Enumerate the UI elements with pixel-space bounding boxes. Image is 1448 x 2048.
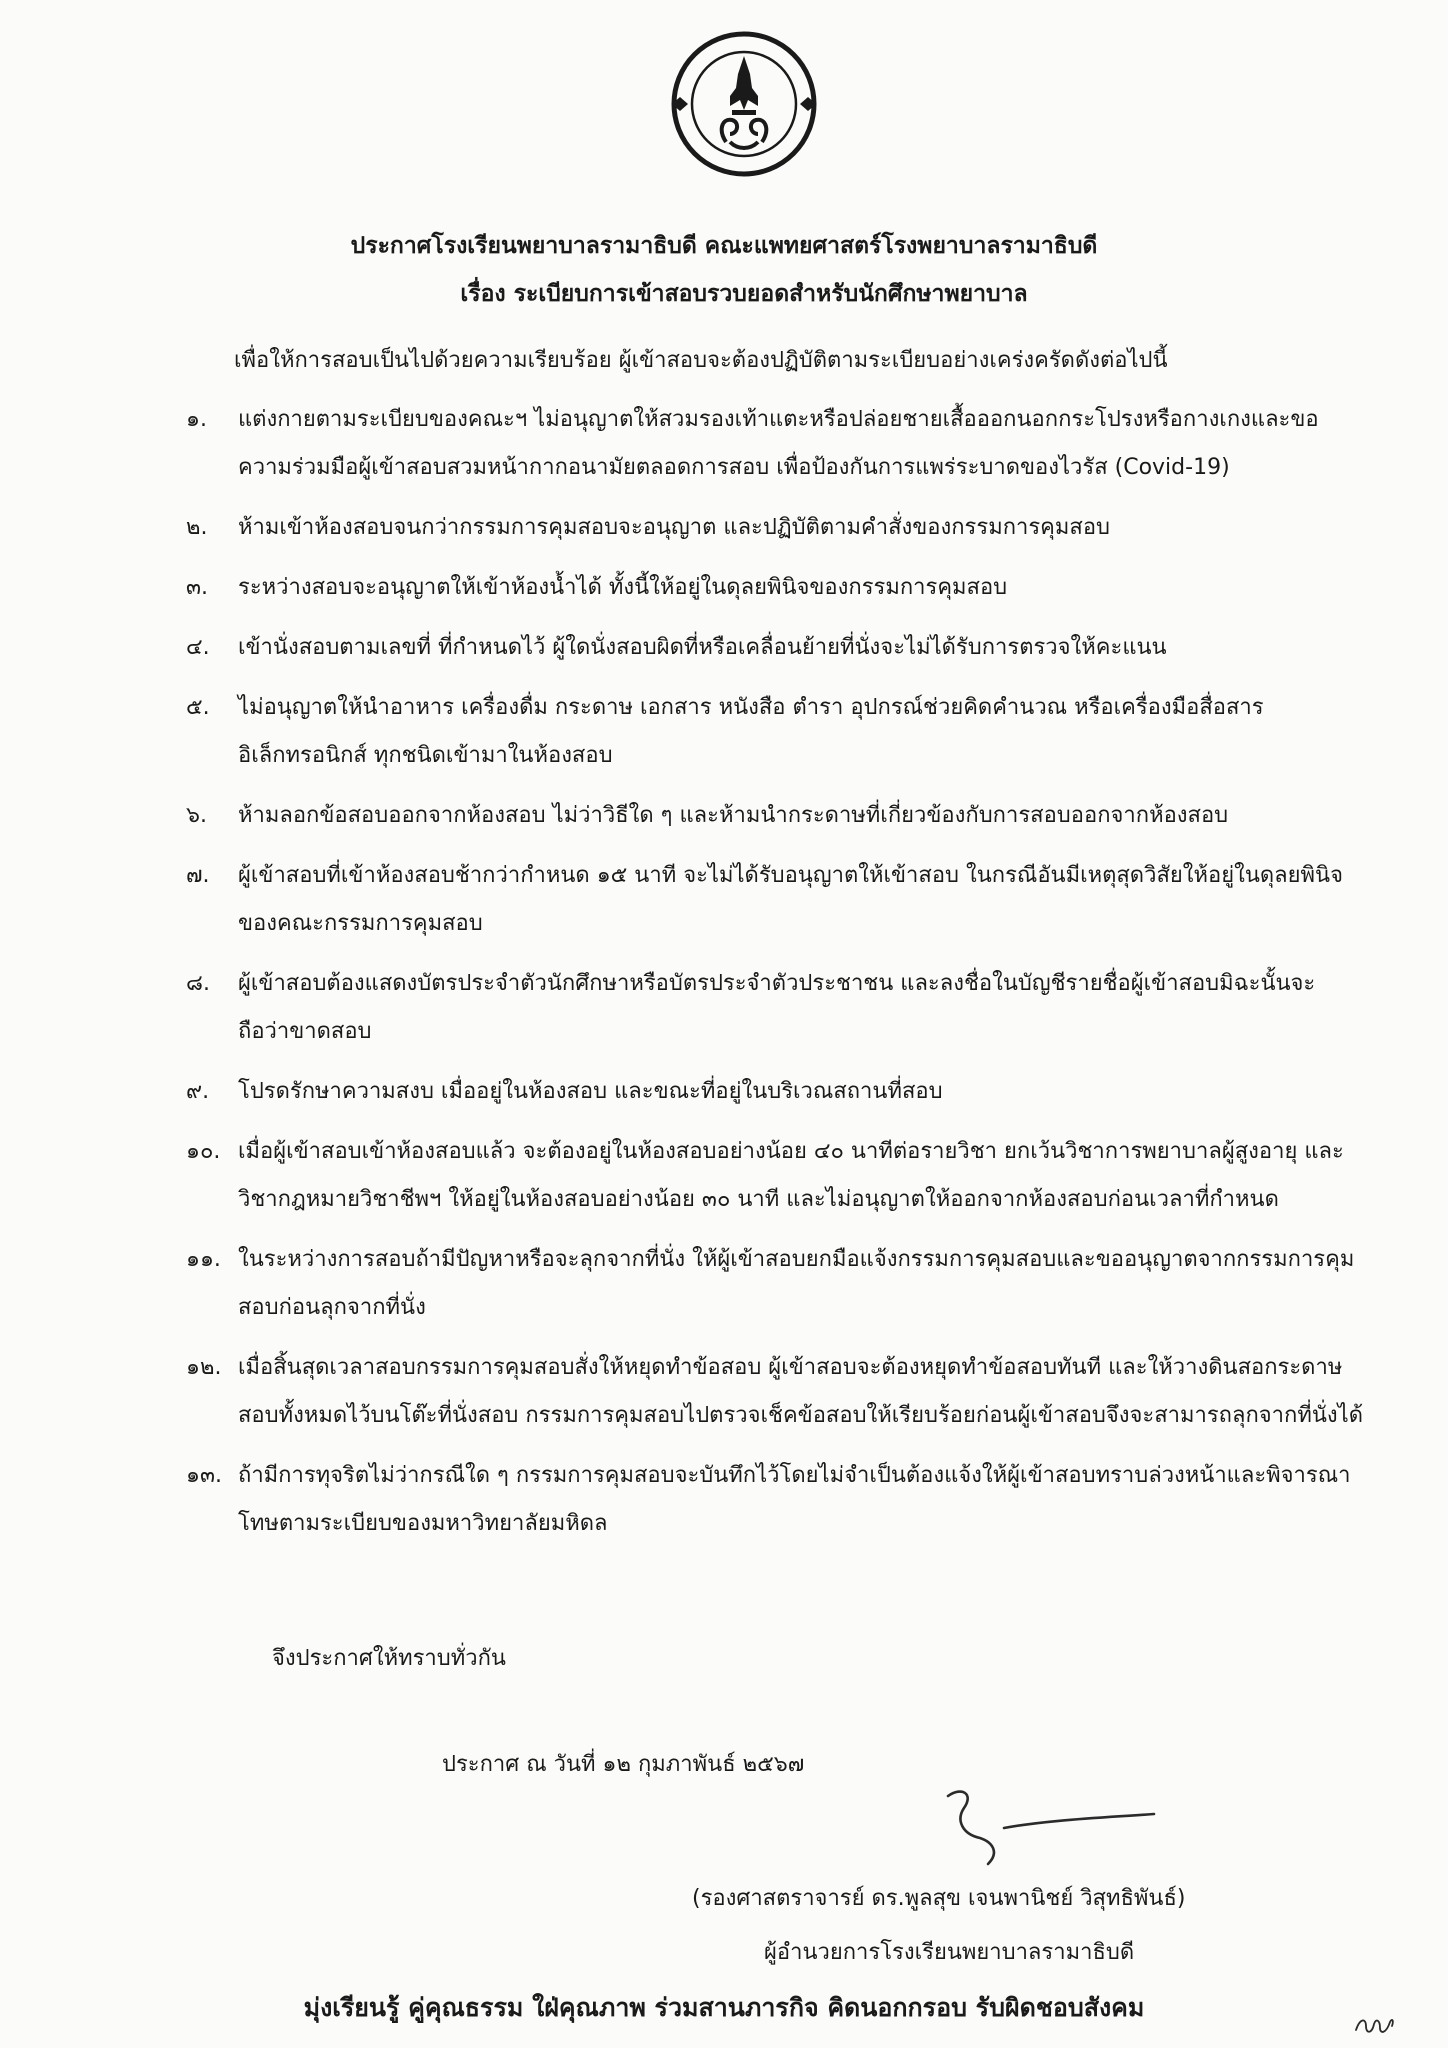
- rule-text: ถ้ามีการทุจริตไม่ว่ากรณีใด ๆ กรรมการคุมสอบจะบันทึกไว้โดยไม่จำเป็นต้องแจ้งให้ผู้เข้าสอบทราบล่วงหน้าและพิจารณาโทษตามระเบียบของมหาวิทยาลัยมหิดล: [238, 1463, 1351, 1536]
- rule-item: [186, 1236, 1366, 1332]
- rules-list: [186, 396, 1366, 1560]
- rule-number: ๔.: [186, 635, 210, 660]
- rule-text: ผู้เข้าสอบที่เข้าห้องสอบช้ากว่ากำหนด ๑๕ นาที จะไม่ได้รับอนุญาตให้เข้าสอบ ในกรณีอันมีเหตุสุดวิสัยให้อยู่ในดุลยพินิจของคณะกรรมการคุมสอบ: [238, 863, 1343, 936]
- school-motto: มุ่งเรียนรู้ คู่คุณธรรม ใฝ่คุณภาพ ร่วมสานภารกิจ คิดนอกกรอบ รับผิดชอบสังคม: [303, 1993, 1145, 2022]
- rule-text: เมื่อผู้เข้าสอบเข้าห้องสอบแล้ว จะต้องอยู่ในห้องสอบอย่างน้อย ๔๐ นาทีต่อรายวิชา ยกเว้นวิชาการพยาบาลผู้สูงอายุ และวิชากฎหมายวิชาชีพฯ ให้อยู่ในห้องสอบอย่างน้อย ๓๐ นาที และไม่อนุญาตให้ออกจากห้องสอบก่อนเวลาที่กำหนด: [238, 1139, 1344, 1212]
- signer-name: (รองศาสตราจารย์ ดร.พูลสุข เจนพานิชย์ วิสุทธิพันธ์): [692, 1886, 1186, 1911]
- rule-item: [186, 1128, 1366, 1224]
- rule-text: ห้ามเข้าห้องสอบจนกว่ากรรมการคุมสอบจะอนุญาต และปฏิบัติตามคำสั่งของกรรมการคุมสอบ: [238, 515, 1111, 540]
- rule-number: ๒.: [186, 515, 208, 540]
- rule-number: ๑.: [186, 407, 207, 432]
- heading-subject: เรื่อง ระเบียบการเข้าสอบรวบยอดสำหรับนักศึกษาพยาบาล: [460, 281, 1028, 307]
- rule-number: ๕.: [186, 695, 210, 720]
- intro-paragraph: เพื่อให้การสอบเป็นไปด้วยความเรียบร้อย ผู้เข้าสอบจะต้องปฏิบัติตามระเบียบอย่างเคร่งครัดดังต่อไปนี้: [234, 348, 1168, 373]
- rule-text: ระหว่างสอบจะอนุญาตให้เข้าห้องน้ำได้ ทั้งนี้ให้อยู่ในดุลยพินิจของกรรมการคุมสอบ: [238, 575, 1008, 600]
- rule-number: ๑๐.: [186, 1139, 221, 1164]
- announcement-heading: [0, 222, 1448, 318]
- rule-item: [186, 1452, 1366, 1548]
- signer-title: ผู้อำนวยการโรงเรียนพยาบาลรามาธิบดี: [764, 1940, 1135, 1965]
- handwritten-initials-icon: [1352, 2010, 1396, 2040]
- announcement-date: ประกาศ ณ วันที่ ๑๒ กุมภาพันธ์ ๒๕๖๗: [442, 1752, 805, 1777]
- rule-text: แต่งกายตามระเบียบของคณะฯ ไม่อนุญาตให้สวมรองเท้าแตะหรือปล่อยชายเสื้อออกนอกกระโปรงหรือกางเกงและขอความร่วมมือผู้เข้าสอบสวมหน้ากากอนามัยตลอดการสอบ เพื่อป้องกันการแพร่ระบาดของไวรัส (Covid-19): [238, 407, 1319, 480]
- university-seal-icon: [670, 30, 818, 178]
- rule-text: เข้านั่งสอบตามเลขที่ ที่กำหนดไว้ ผู้ใดนั่งสอบผิดที่หรือเคลื่อนย้ายที่นั่งจะไม่ได้รับการตรวจให้คะแนน: [238, 635, 1167, 660]
- rule-number: ๓.: [186, 575, 209, 600]
- rule-item: [186, 852, 1366, 948]
- rule-item: [186, 396, 1366, 492]
- rule-number: ๑๓.: [186, 1463, 222, 1488]
- rule-item: [186, 792, 1366, 840]
- rule-number: ๘.: [186, 971, 210, 996]
- rule-text: โปรดรักษาความสงบ เมื่ออยู่ในห้องสอบ และขณะที่อยู่ในบริเวณสถานที่สอบ: [238, 1079, 943, 1104]
- rule-item: [186, 624, 1366, 672]
- rule-text: ผู้เข้าสอบต้องแสดงบัตรประจำตัวนักศึกษาหรือบัตรประจำตัวประชาชน และลงชื่อในบัญชีรายชื่อผู้เข้าสอบมิฉะนั้นจะถือว่าขาดสอบ: [238, 971, 1316, 1044]
- rule-item: [186, 1344, 1366, 1440]
- heading-title: ประกาศโรงเรียนพยาบาลรามาธิบดี คณะแพทยศาสตร์โรงพยาบาลรามาธิบดี: [350, 233, 1098, 259]
- closing-statement: จึงประกาศให้ทราบทั่วกัน: [272, 1646, 506, 1671]
- rule-text: ในระหว่างการสอบถ้ามีปัญหาหรือจะลุกจากที่นั่ง ให้ผู้เข้าสอบยกมือแจ้งกรรมการคุมสอบและขออนุญาตจากกรรมการคุมสอบก่อนลุกจากที่นั่ง: [238, 1247, 1355, 1320]
- rule-number: ๙.: [186, 1079, 210, 1104]
- rule-item: [186, 684, 1366, 780]
- handwritten-signature-icon: [918, 1768, 1158, 1878]
- rule-text: ห้ามลอกข้อสอบออกจากห้องสอบ ไม่ว่าวิธีใด ๆ และห้ามนำกระดาษที่เกี่ยวข้องกับการสอบออกจากห้องสอบ: [238, 803, 1229, 828]
- rule-text: เมื่อสิ้นสุดเวลาสอบกรรมการคุมสอบสั่งให้หยุดทำข้อสอบ ผู้เข้าสอบจะต้องหยุดทำข้อสอบทันที และให้วางดินสอกระดาษสอบทั้งหมดไว้บนโต๊ะที่นั่งสอบ กรรมการคุมสอบไปตรวจเช็คข้อสอบให้เรียบร้อยก่อนผู้เข้าสอบจึงจะสามารถลุกจากที่นั่งได้: [238, 1355, 1363, 1428]
- rule-item: [186, 960, 1366, 1056]
- rule-item: [186, 564, 1366, 612]
- rule-item: [186, 1068, 1366, 1116]
- rule-text: ไม่อนุญาตให้นำอาหาร เครื่องดื่ม กระดาษ เอกสาร หนังสือ ตำรา อุปกรณ์ช่วยคิดคำนวณ หรือเครื่องมือสื่อสารอิเล็กทรอนิกส์ ทุกชนิดเข้ามาในห้องสอบ: [238, 695, 1264, 768]
- rule-number: ๑๑.: [186, 1247, 221, 1272]
- rule-number: ๑๒.: [186, 1355, 222, 1380]
- rule-number: ๗.: [186, 863, 210, 888]
- rule-number: ๖.: [186, 803, 207, 828]
- rule-item: [186, 504, 1366, 552]
